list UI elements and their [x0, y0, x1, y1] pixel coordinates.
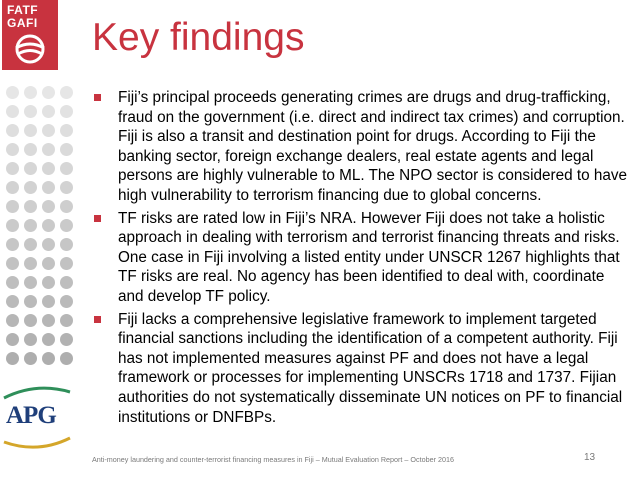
decorative-dot [42, 181, 55, 194]
finding-item [92, 88, 632, 206]
decorative-dot [6, 314, 19, 327]
decorative-dot [60, 352, 73, 365]
decorative-dot [42, 105, 55, 118]
decorative-dot [60, 219, 73, 232]
fatf-gafi-logo [2, 0, 58, 70]
decorative-dot [24, 124, 37, 137]
decorative-dot [42, 124, 55, 137]
decorative-dot [6, 105, 19, 118]
decorative-dot [60, 86, 73, 99]
decorative-dot [6, 162, 19, 175]
decorative-dot [6, 219, 19, 232]
finding-item [92, 310, 632, 428]
finding-text: TF risks are rated low in Fiji’s NRA. However Fiji does not take a holistic approach in dealing with terrorism and terrorist financing threats and risks. One case in Fiji involving a listed entity under UNSCR 1267 highlights that TF risks are real. No agency has been identified to deal with, coordinate and develop TF policy. [118, 209, 620, 305]
decorative-dot [60, 143, 73, 156]
logo-line-1: FATF [7, 3, 39, 17]
fatf-emblem-icon [10, 34, 50, 64]
decorative-dot [6, 333, 19, 346]
page-number: 13 [584, 452, 596, 463]
decorative-dot [60, 105, 73, 118]
decorative-dot [6, 276, 19, 289]
bullet-square-icon [94, 94, 101, 101]
footer-text: Anti-money laundering and counter-terrorist financing measures in Fiji – Mutual Evaluation Report – October 2016 [92, 455, 454, 464]
decorative-dot [6, 86, 19, 99]
decorative-dot [60, 181, 73, 194]
decorative-dot [24, 257, 37, 270]
decorative-dot [24, 333, 37, 346]
decorative-dot [42, 314, 55, 327]
decorative-dot [60, 314, 73, 327]
slide-title: Key findings [92, 16, 305, 59]
decorative-dot [24, 295, 37, 308]
bullet-square-icon [94, 215, 101, 222]
decorative-dot [24, 314, 37, 327]
decorative-dot [60, 295, 73, 308]
decorative-dot [6, 143, 19, 156]
finding-item [92, 209, 632, 307]
decorative-dot [24, 200, 37, 213]
bullet-square-icon [94, 316, 101, 323]
decorative-dot [42, 333, 55, 346]
decorative-dot [42, 162, 55, 175]
apg-logo [0, 382, 74, 452]
decorative-dot [24, 276, 37, 289]
decorative-dot [6, 181, 19, 194]
decorative-dot [24, 162, 37, 175]
decorative-dot [42, 219, 55, 232]
decorative-dot [60, 276, 73, 289]
decorative-dot [24, 352, 37, 365]
decorative-dot [6, 352, 19, 365]
decorative-dot [42, 86, 55, 99]
decorative-dot [42, 200, 55, 213]
decorative-dot [24, 143, 37, 156]
decorative-dot [60, 257, 73, 270]
decorative-dot [60, 238, 73, 251]
decorative-dot [6, 257, 19, 270]
decorative-dot [6, 238, 19, 251]
decorative-dot [24, 105, 37, 118]
finding-text: Fiji’s principal proceeds generating crimes are drugs and drug-trafficking, fraud on the government (i.e. direct and indirect tax crimes) and corruption. Fiji is also a transit and destination point for drugs. According to Fiji the banking sector, foreign exchange dealers, real estate agents and legal persons are highly vulnerable to ML. The NPO sector is considered to have high vulnerability to terrorism financing due to global concerns. [118, 89, 628, 204]
logo-line-2: GAFI [7, 16, 38, 30]
decorative-dot [42, 276, 55, 289]
decorative-dot [60, 333, 73, 346]
findings-list [92, 88, 632, 430]
decorative-dot [24, 181, 37, 194]
decorative-dot [42, 238, 55, 251]
decorative-dot [42, 143, 55, 156]
decorative-dot [42, 352, 55, 365]
decorative-dot [42, 257, 55, 270]
decorative-dot [6, 124, 19, 137]
decorative-dot [24, 86, 37, 99]
decorative-dot [24, 219, 37, 232]
decorative-dot [6, 200, 19, 213]
decorative-dot [60, 200, 73, 213]
finding-text: Fiji lacks a comprehensive legislative framework to implement targeted financial sanctions including the identification of a competent authority. Fiji has not implemented measures against PF and does not have a legal framework or processes for implementing UNSCRs 1718 and 1737. Fijian authorities do not systematically disseminate UN notices on PF to financial institutions or DNFBPs. [118, 310, 623, 426]
decorative-dot [24, 238, 37, 251]
decorative-dot [42, 295, 55, 308]
decorative-dot [6, 295, 19, 308]
decorative-dot [60, 124, 73, 137]
apg-wordmark: APG [6, 402, 56, 429]
decorative-dot [60, 162, 73, 175]
